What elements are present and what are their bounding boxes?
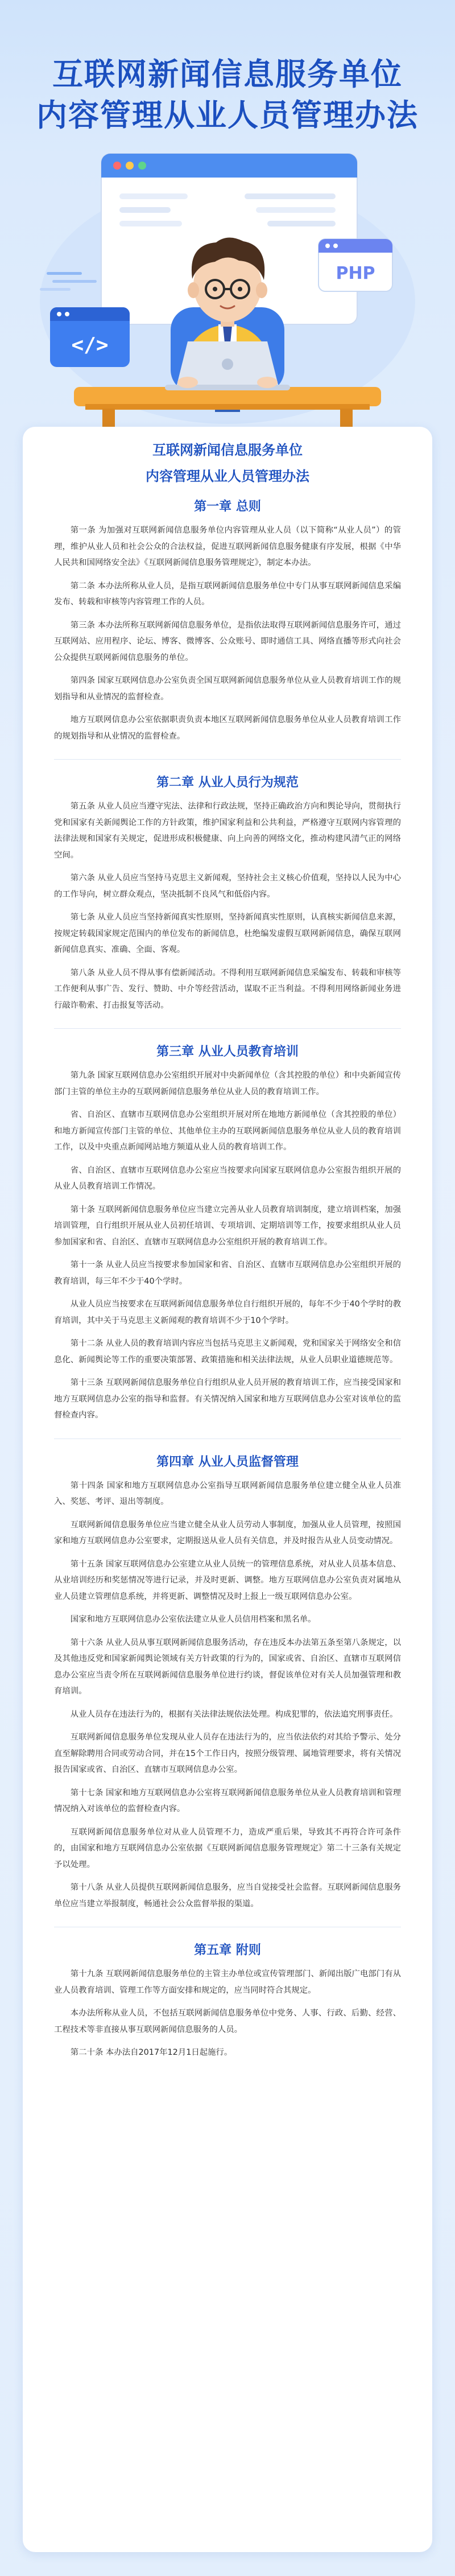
- page-title: [0, 54, 455, 136]
- section-divider: [54, 759, 401, 760]
- paragraph: 第八条 从业人员不得从事有偿新闻活动。不得利用互联网新闻信息采编发布、转载和审核等工作便利从事广告、发行、赞助、中介等经营活动，谋取不正当利益。不得利用网络新闻业务进行敲诈勒索、打击报复等活动。: [54, 968, 401, 1010]
- chapter-5: [54, 1942, 401, 2061]
- paragraph: 第四条 国家互联网信息办公室负责全国互联网新闻信息服务单位从业人员教育培训工作的规划指导和从业情况的监督检查。: [54, 676, 401, 702]
- chapter-heading: 第五章 附则: [194, 1943, 261, 1957]
- paragraph: 互联网新闻信息服务单位发现从业人员存在违法行为的，应当依法依约对其给予警示、处分直至解除聘用合同或劳动合同，并在15个工作日内，按照分级管理、属地管理要求，将有关情况报告国家或省、自治区、直辖市互联网信息办公室。: [54, 1733, 401, 1774]
- paragraph: 第六条 从业人员应当坚持马克思主义新闻观，坚持社会主义核心价值观，坚持以人民为中心的工作导向，树立群众观点，坚决抵制不良风气和低俗内容。: [54, 873, 401, 899]
- code-card-icon: [50, 307, 130, 367]
- code-label: </>: [71, 333, 109, 357]
- paragraph: 国家和地方互联网信息办公室依法建立从业人员信用档案和黑名单。: [70, 1615, 316, 1624]
- left-hand-icon: [177, 377, 198, 388]
- paragraph: 第十六条 从业人员从事互联网新闻信息服务活动，存在违反本办法第五条至第八条规定，以及其他违反党和国家新闻舆论领域有关方针政策的行为的，国家或省、自治区、直辖市互联网信息办公室应当责令所在互联网新闻信息服务单位进行约谈，督促该单位对有关人员加强管理和教育培训。: [54, 1638, 401, 1696]
- paragraph: 第十九条 互联网新闻信息服务单位的主管主办单位或宣传管理部门、新闻出版广电部门有从业人员教育培训、管理工作等方面安排和规定的，应当同时符合其规定。: [54, 1969, 401, 1995]
- paragraph: 省、自治区、直辖市互联网信息办公室应当按要求向国家互联网信息办公室报告组织开展的从业人员教育培训工作情况。: [54, 1165, 401, 1191]
- hero-illustration: [0, 137, 455, 444]
- php-card-icon: [318, 239, 392, 291]
- paragraph: 第十八条 从业人员提供互联网新闻信息服务，应当自觉接受社会监督。互联网新闻信息服务单位应当建立举报制度，畅通社会公众监督举报的渠道。: [54, 1883, 401, 1909]
- chapter-heading: 第二章 从业人员行为规范: [156, 776, 299, 790]
- chapter-4: [54, 1454, 401, 1913]
- paragraph: 从业人员应当按要求在互联网新闻信息服务单位自行组织开展的，每年不少于40个学时的教育培训，其中关于马克思主义新闻观的教育培训不少于10个学时。: [54, 1300, 401, 1325]
- paragraph: 本办法所称从业人员，不包括互联网新闻信息服务单位中党务、人事、行政、后勤、经营、工程技术等非直接从事互联网新闻信息服务的人员。: [54, 2009, 401, 2034]
- document-body: [54, 427, 401, 2068]
- paragraph: 第十五条 国家互联网信息办公室建立从业人员统一的管理信息系统，对从业人员基本信息、从业培训经历和奖惩情况等进行记录，并及时更新、调整。地方互联网信息办公室负责对属地从业人员建立管理信息系统，并将更新、调整情况及时上报上一级互联网信息办公室。: [54, 1559, 401, 1601]
- section-divider: [54, 1028, 401, 1029]
- page-title-line-1: 互联网新闻信息服务单位: [52, 56, 403, 92]
- chapter-heading: 第四章 从业人员监督管理: [156, 1454, 299, 1469]
- paragraph: 第十三条 互联网新闻信息服务单位自行组织从业人员开展的教育培训工作，应当接受国家和地方互联网信息办公室的指导和监督。有关情况纳入国家和地方互联网信息办公室对该单位的监督检查内容。: [54, 1378, 401, 1420]
- paragraph: 第一条 为加强对互联网新闻信息服务单位内容管理从业人员（以下简称“从业人员”）的管理，维护从业人员和社会公众的合法权益，促进互联网新闻信息服务健康有序发展，根据《中华人民共和国网络安全法》《互联网新闻信息服务管理规定》，制定本办法。: [54, 526, 401, 567]
- paragraph: 第九条 国家互联网信息办公室组织开展对中央新闻单位（含其控股的单位）和中央新闻宣传部门主管的单位主办的互联网新闻信息服务单位从业人员的教育培训工作。: [54, 1071, 401, 1097]
- document-title: [54, 437, 401, 489]
- chapter-heading: 第一章 总则: [194, 500, 261, 514]
- paragraph: 第二十条 本办法自2017年12月1日起施行。: [70, 2048, 233, 2057]
- document-title-line-2: 内容管理从业人员管理办法: [146, 468, 309, 484]
- paragraph: 第七条 从业人员应当坚持新闻真实性原则，坚持新闻真实性原则，认真核实新闻信息来源，按规定转载国家规定范围内的单位发布的新闻信息，杜绝编发虚假互联网新闻信息，确保互联网新闻信息真实、准确、全面、客观。: [54, 913, 401, 954]
- paragraph: 互联网新闻信息服务单位对从业人员管理不力，造成严重后果，导致其不再符合许可条件的，由国家和地方互联网信息办公室依据《互联网新闻信息服务管理规定》第二十三条有关规定予以处理。: [54, 1827, 401, 1869]
- right-hand-icon: [257, 377, 278, 388]
- paragraph: 地方互联网信息办公室依据职责负责本地区互联网新闻信息服务单位从业人员教育培训工作的规划指导和从业情况的监督检查。: [54, 715, 401, 741]
- paragraph: 第三条 本办法所称互联网新闻信息服务单位，是指依法取得互联网新闻信息服务许可，通过互联网站、应用程序、论坛、博客、微博客、公众账号、即时通信工具、网络直播等形式向社会公众提供互联网新闻信息服务的单位。: [54, 620, 401, 662]
- paragraph: 互联网新闻信息服务单位应当建立健全从业人员劳动人事制度，加强从业人员管理，按照国家和地方互联网信息办公室要求，定期报送从业人员有关信息，并及时报告从业人员变动情况。: [54, 1520, 401, 1545]
- page-title-line-2: 内容管理从业人员管理办法: [36, 97, 419, 133]
- chapter-1: [54, 498, 401, 744]
- paragraph: 第二条 本办法所称从业人员，是指互联网新闻信息服务单位中专门从事互联网新闻信息采编发布、转载和审核等内容管理工作的人员。: [54, 581, 401, 607]
- paragraph: 第五条 从业人员应当遵守宪法、法律和行政法规，坚持正确政治方向和舆论导向，贯彻执行党和国家有关新闻舆论工作的方针政策，维护国家利益和公共利益，严格遵守互联网内容管理的法律法规和国家有关规定，促进形成积极健康、向上向善的网络文化，推动构建风清气正的网络空间。: [54, 802, 401, 860]
- php-label: PHP: [336, 263, 375, 283]
- document-card: [23, 427, 432, 2552]
- paragraph: 省、自治区、直辖市互联网信息办公室组织开展对所在地地方新闻单位（含其控股的单位）和地方新闻宣传部门主管的单位、其他单位主办的互联网新闻信息服务单位从业人员的教育培训工作，以及中央重点新闻网站地方频道从业人员的教育培训工作。: [54, 1110, 401, 1152]
- paragraph: 第十七条 国家和地方互联网信息办公室将互联网新闻信息服务单位从业人员教育培训和管理情况纳入对该单位的监督检查内容。: [54, 1788, 401, 1813]
- paragraph: 第十条 互联网新闻信息服务单位应当建立完善从业人员教育培训制度，建立培训档案，加强培训管理，自行组织开展从业人员初任培训、专项培训、定期培训等工作，按要求组织从业人员参加国家和省、自治区、直辖市互联网信息办公室组织开展的教育培训工作。: [54, 1205, 401, 1247]
- paragraph: 第十二条 从业人员的教育培训内容应当包括马克思主义新闻观，党和国家关于网络安全和信息化、新闻舆论等工作的重要决策部署、政策措施和相关法律法规，从业人员职业道德规范等。: [54, 1339, 401, 1365]
- document-title-line-1: 互联网新闻信息服务单位: [152, 442, 303, 458]
- chapter-2: [54, 774, 401, 1013]
- paragraph: 第十四条 国家和地方互联网信息办公室指导互联网新闻信息服务单位建立健全从业人员准入、奖惩、考评、退出等制度。: [54, 1481, 401, 1506]
- paragraph: 从业人员存在违法行为的，根据有关法律法规依法处理。构成犯罪的，依法追究刑事责任。: [70, 1709, 398, 1719]
- chapter-heading: 第三章 从业人员教育培训: [156, 1045, 299, 1059]
- chapter-3: [54, 1044, 401, 1424]
- paragraph: 第十一条 从业人员应当按要求参加国家和省、自治区、直辖市互联网信息办公室组织开展的教育培训，每三年不少于40个学时。: [54, 1260, 401, 1286]
